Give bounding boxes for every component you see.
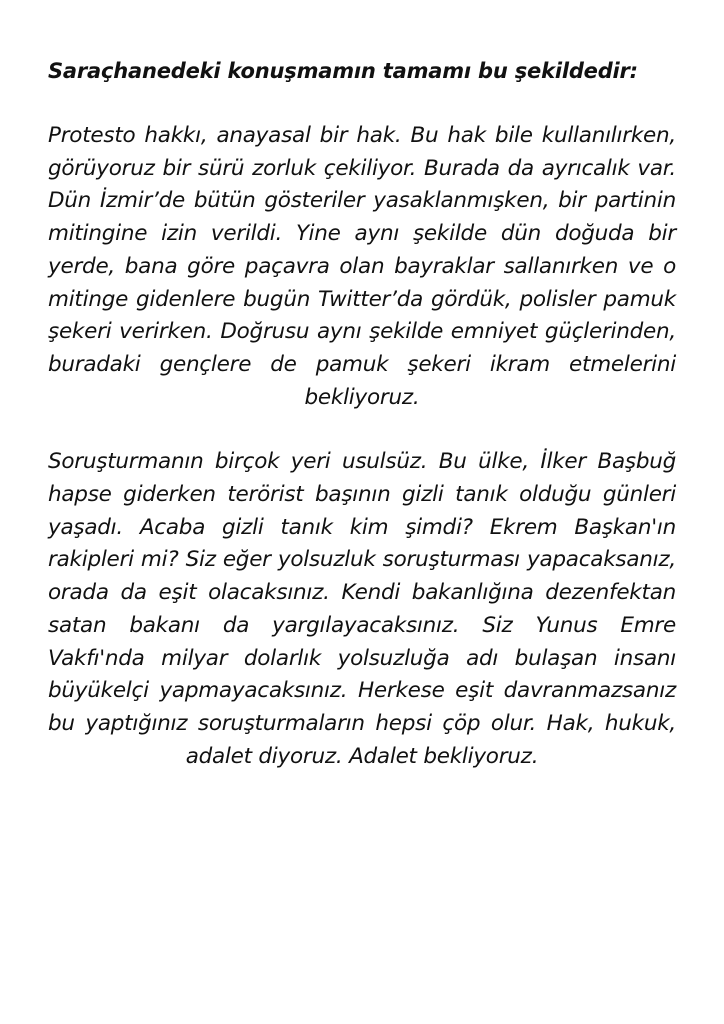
- document-title: Saraçhanedeki konuşmamın tamamı bu şekildedir:: [48, 59, 638, 83]
- paragraph-protest-right: Protesto hakkı, anayasal bir hak. Bu hak bile kullanılırken, görüyoruz bir sürü zorluk çekiliyor. Burada da ayrıcalık var. Dün İzmir’de bütün gösteriler yasaklanmışken, bir partinin mitingine izin verildi. Yine aynı şekilde dün doğuda bir yerde, bana göre paçavra olan bayraklar sallanırken ve o mitinge gidenlere bugün Twitter’da gördük, polisler pamuk şekeri verirken. Doğrusu aynı şekilde emniyet güçlerinden, buradaki gençlere de pamuk şekeri ikram etmelerini bekliyoruz.: [48, 123, 676, 410]
- paragraph-investigation: Soruşturmanın birçok yeri usulsüz. Bu ülke, İlker Başbuğ hapse giderken terörist başının gizli tanık olduğu günleri yaşadı. Acaba gizli tanık kim şimdi? Ekrem Başkan'ın rakipleri mi? Siz eğer yolsuzluk soruşturması yapacaksanız, orada da eşit olacaksınız. Kendi bakanlığına dezenfektan satan bakanı da yargılayacaksınız. Siz Yunus Emre Vakfı'nda milyar dolarlık yolsuzluğa adı bulaşan insanı büyükelçi yapmayacaksınız. Herkese eşit davranmazsanız bu yaptığınız soruşturmaların hepsi çöp olur. Hak, hukuk, adalet diyoruz. Adalet bekliyoruz.: [48, 449, 676, 769]
- document-page: [48, 55, 676, 773]
